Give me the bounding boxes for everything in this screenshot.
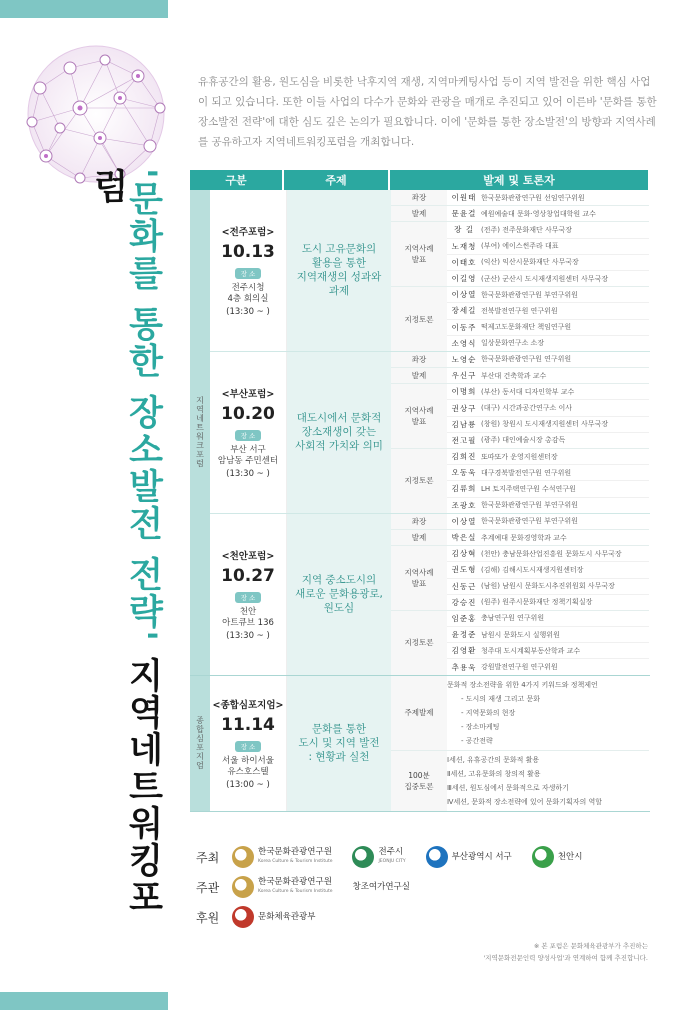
forum-place: 서울 하이서울 유스호스텔 bbox=[222, 755, 274, 777]
forum-date: 10.27 bbox=[221, 565, 275, 586]
speaker-row bbox=[447, 239, 649, 255]
speaker-affiliation: 한국문화관광연구원 부연구위원 bbox=[481, 290, 578, 299]
speaker-name: 김상혁 bbox=[451, 549, 477, 559]
speaker-group bbox=[391, 514, 649, 530]
speaker-name: 윤정준 bbox=[451, 630, 477, 640]
speaker-row bbox=[447, 595, 649, 610]
speaker-affiliation: 강원발전연구원 연구위원 bbox=[481, 663, 558, 672]
speaker-name: 이태호 bbox=[451, 257, 477, 267]
symposium-group bbox=[391, 676, 649, 751]
speaker-affiliation: 대구경북발전연구원 연구위원 bbox=[481, 468, 572, 477]
speaker-group bbox=[391, 352, 649, 368]
logo-mark-icon bbox=[232, 876, 254, 898]
section-label: 지역네트워크포럼 bbox=[190, 190, 210, 675]
speaker-row bbox=[447, 579, 649, 595]
speaker-rows bbox=[447, 611, 649, 675]
table-section bbox=[190, 190, 650, 676]
forum-place: 천안 아트큐브 136 bbox=[222, 606, 274, 628]
speaker-name: 김영환 bbox=[451, 646, 477, 656]
logo-text bbox=[378, 847, 405, 867]
speaker-rows bbox=[447, 206, 649, 221]
forum-time: (13:00 ~ ) bbox=[226, 779, 270, 790]
speaker-affiliation: (천안) 충남문화산업진흥원 문화도시 사무국장 bbox=[481, 549, 622, 558]
speaker-row bbox=[447, 222, 649, 238]
speaker-affiliation: (대구) 시간과공간연구소 이사 bbox=[481, 404, 573, 413]
speaker-role: 지역사례 발표 bbox=[391, 546, 447, 610]
speaker-row bbox=[447, 206, 649, 221]
speaker-row bbox=[447, 303, 649, 319]
speaker-group bbox=[391, 384, 649, 449]
logo-name: 부산광역시 서구 bbox=[451, 852, 512, 862]
forum-info bbox=[210, 514, 287, 675]
organizer-row bbox=[196, 902, 656, 932]
organizer-logo bbox=[232, 846, 332, 868]
logo-text bbox=[452, 852, 512, 862]
speaker-name: 이상열 bbox=[451, 290, 477, 300]
speaker-rows bbox=[447, 190, 649, 205]
place-badge: 장 소 bbox=[235, 741, 262, 752]
forum-row bbox=[210, 352, 650, 514]
speaker-name: 강승진 bbox=[451, 597, 477, 607]
forum-name: <종합심포지엄> bbox=[212, 699, 284, 711]
speaker-affiliation: (남원) 남원시 문화도시추진위원회 사무국장 bbox=[481, 582, 615, 591]
speaker-affiliation: 남원시 문화도시 실행위원 bbox=[481, 630, 560, 639]
speaker-name: 이동주 bbox=[451, 322, 477, 332]
speaker-name: 우신구 bbox=[451, 371, 477, 381]
speaker-group bbox=[391, 190, 649, 206]
speaker-affiliation: (부여) 에이스썬주라 대표 bbox=[481, 242, 559, 251]
symposium-line: - 지역문화의 현장 bbox=[461, 708, 516, 717]
speaker-affiliation: (전주) 전주문화재단 사무국장 bbox=[481, 225, 573, 234]
speaker-group bbox=[391, 368, 649, 384]
speaker-group bbox=[391, 222, 649, 287]
logo-subtitle: JEONJU CITY bbox=[378, 859, 406, 864]
forum-topic: 대도시에서 문화적 장소재생이 갖는 사회적 가치와 의미 bbox=[287, 352, 391, 513]
speaker-name: 임준홍 bbox=[451, 613, 477, 623]
speaker-affiliation: 한국문화관광연구원 연구위원 bbox=[481, 355, 572, 364]
speaker-role: 좌장 bbox=[391, 352, 447, 367]
forum-speakers bbox=[391, 676, 649, 811]
forum-place: 전주시청 4층 회의실 bbox=[227, 282, 269, 304]
symposium-line: Ⅲ세션, 원도심에서 문화적으로 자생하기 bbox=[447, 783, 569, 792]
logo-mark-icon bbox=[232, 846, 254, 868]
logo-mark-icon bbox=[426, 846, 448, 868]
forum-info bbox=[210, 676, 287, 811]
speaker-row bbox=[447, 400, 649, 416]
logo-text bbox=[352, 882, 409, 892]
forum-row bbox=[210, 514, 650, 675]
speaker-name: 장 길 bbox=[454, 225, 474, 235]
forum-date: 10.13 bbox=[221, 241, 275, 262]
speaker-group bbox=[391, 287, 649, 351]
page-title bbox=[40, 168, 163, 948]
speaker-name: 김남룡 bbox=[451, 419, 477, 429]
speaker-affiliation: 예원예술대 문화·영상창업대학원 교수 bbox=[481, 209, 596, 218]
speaker-group bbox=[391, 449, 649, 513]
speaker-name: 이길영 bbox=[451, 274, 477, 284]
speaker-rows bbox=[447, 368, 649, 383]
speaker-row bbox=[447, 287, 649, 303]
header-speakers: 발제 및 토론자 bbox=[390, 170, 648, 190]
speaker-affiliation: 전북발전연구원 연구위원 bbox=[481, 306, 558, 315]
logo-text bbox=[258, 877, 332, 897]
logo-name: 천안시 bbox=[557, 852, 583, 862]
title-accent: '문화를 통한 장소발전 전략' bbox=[123, 168, 163, 643]
speaker-row bbox=[447, 481, 649, 497]
speaker-affiliation: 또따또가 운영지원센터장 bbox=[481, 452, 558, 461]
place-badge: 장 소 bbox=[235, 268, 262, 279]
speaker-affiliation: (광주) 대인예술시장 총감독 bbox=[481, 436, 566, 445]
schedule-table bbox=[190, 170, 650, 812]
speaker-row bbox=[447, 546, 649, 562]
speaker-row bbox=[447, 271, 649, 286]
speaker-name: 문윤걸 bbox=[451, 209, 477, 219]
speaker-name: 소영식 bbox=[451, 338, 477, 348]
speaker-row bbox=[447, 643, 649, 659]
organizer-logo bbox=[532, 846, 583, 868]
symposium-line: Ⅳ세션, 문화적 장소전략에 있어 문화기획자의 역할 bbox=[447, 797, 603, 806]
forum-row bbox=[210, 676, 650, 811]
forum-date: 11.14 bbox=[221, 714, 275, 735]
speaker-affiliation: 일상문화연구소 소장 bbox=[481, 339, 545, 348]
footnote: ※ 본 포럼은 문화체육관광부가 추진하는 '지역문화전문인력 양성사업'과 연계하여 함께 추진합니다. bbox=[483, 942, 648, 962]
bottom-accent-bar bbox=[0, 992, 168, 1010]
speaker-rows bbox=[447, 352, 649, 367]
speaker-name: 권도형 bbox=[451, 565, 477, 575]
speaker-role: 발제 bbox=[391, 530, 447, 545]
place-badge: 장 소 bbox=[235, 592, 262, 603]
organizer-logo bbox=[232, 876, 332, 898]
forum-speakers bbox=[391, 352, 649, 513]
speaker-affiliation: 한국문화관광연구원 선임연구위원 bbox=[481, 193, 585, 202]
forum-place: 부산 서구 암남동 주민센터 bbox=[217, 444, 279, 466]
speaker-affiliation: (부산) 동서대 디자인학부 교수 bbox=[481, 387, 575, 396]
speaker-row bbox=[447, 190, 649, 205]
speaker-name: 김희진 bbox=[451, 452, 477, 462]
header-category: 구분 bbox=[190, 170, 282, 190]
speaker-role: 좌장 bbox=[391, 190, 447, 205]
speaker-role: 발제 bbox=[391, 368, 447, 383]
speaker-affiliation: 한국문화관광연구원 부연구위원 bbox=[481, 501, 578, 510]
speaker-row bbox=[447, 627, 649, 643]
organizer-logo bbox=[352, 882, 409, 892]
speaker-rows bbox=[447, 222, 649, 286]
speaker-rows bbox=[447, 530, 649, 545]
symposium-lines bbox=[447, 676, 649, 750]
table-section bbox=[190, 676, 650, 812]
forum-topic: 지역 중소도시의 새로운 문화용광로, 원도심 bbox=[287, 514, 391, 675]
table-header bbox=[190, 170, 650, 190]
speaker-row bbox=[447, 449, 649, 465]
speaker-role: 좌장 bbox=[391, 514, 447, 529]
speaker-role: 지역사례 발표 bbox=[391, 222, 447, 286]
speaker-affiliation: LH 토지주택연구원 수석연구원 bbox=[481, 484, 576, 493]
speaker-name: 김류희 bbox=[451, 484, 477, 494]
speaker-affiliation: (창원) 창원시 도시재생지원센터 사무국장 bbox=[481, 420, 609, 429]
speaker-row bbox=[447, 384, 649, 400]
organizers bbox=[196, 842, 656, 932]
symposium-line: Ⅰ세션, 유휴공간의 문화적 활용 bbox=[447, 755, 540, 764]
forum-time: (13:30 ~ ) bbox=[226, 630, 270, 641]
speaker-affiliation: (원주) 원주시문화재단 정책기획실장 bbox=[481, 598, 593, 607]
logo-name: 문화체육관광부 bbox=[258, 912, 316, 922]
symposium-line: Ⅱ세션, 고유문화의 창의적 활용 bbox=[447, 769, 541, 778]
logo-mark-icon bbox=[232, 906, 254, 928]
speaker-row bbox=[447, 368, 649, 383]
forum-time: (13:30 ~ ) bbox=[226, 306, 270, 317]
forum-topic: 도시 고유문화의 활용을 통한 지역재생의 성과와 과제 bbox=[287, 190, 391, 351]
symposium-line: - 도시의 재생 그리고 문화 bbox=[461, 694, 541, 703]
speaker-name: 이명희 bbox=[451, 387, 477, 397]
speaker-rows bbox=[447, 546, 649, 610]
forum-list bbox=[210, 190, 650, 675]
logo-name: 한국문화관광연구원 bbox=[258, 847, 332, 857]
speaker-name: 조광호 bbox=[451, 500, 477, 510]
speaker-row bbox=[447, 465, 649, 481]
speaker-role: 지정토론 bbox=[391, 449, 447, 513]
speaker-name: 권상구 bbox=[451, 403, 477, 413]
organizer-role-label: 후원 bbox=[196, 910, 220, 925]
speaker-rows bbox=[447, 449, 649, 513]
speaker-affiliation: 추계예대 문화경영학과 교수 bbox=[481, 533, 567, 542]
organizer-row bbox=[196, 842, 656, 872]
organizer-role-label: 주최 bbox=[196, 850, 220, 865]
forum-date: 10.20 bbox=[221, 403, 275, 424]
top-accent-bar bbox=[0, 0, 168, 18]
logo-subtitle: Korea Culture & Tourism Institute bbox=[258, 889, 333, 894]
speaker-affiliation: 청주대 도시계획부동산학과 교수 bbox=[481, 646, 581, 655]
speaker-rows bbox=[447, 384, 649, 448]
speaker-name: 전고필 bbox=[451, 435, 477, 445]
speaker-group bbox=[391, 611, 649, 675]
forum-name: <천안포럼> bbox=[221, 550, 275, 562]
organizer-role-label: 주관 bbox=[196, 880, 220, 895]
speaker-row bbox=[447, 417, 649, 433]
speaker-affiliation: 한국문화관광연구원 부연구위원 bbox=[481, 517, 578, 526]
speaker-row bbox=[447, 433, 649, 448]
speaker-row bbox=[447, 352, 649, 367]
forum-info bbox=[210, 190, 287, 351]
speaker-role: 지정토론 bbox=[391, 611, 447, 675]
speaker-name: 신동근 bbox=[451, 581, 477, 591]
organizer-logo bbox=[426, 846, 512, 868]
speaker-name: 장세길 bbox=[451, 306, 477, 316]
speaker-name: 노영순 bbox=[451, 354, 477, 364]
header-topic: 주제 bbox=[284, 170, 388, 190]
speaker-row bbox=[447, 255, 649, 271]
speaker-role: 지정토론 bbox=[391, 287, 447, 351]
speaker-name: 이원태 bbox=[451, 193, 477, 203]
logo-mark-icon bbox=[532, 846, 554, 868]
symposium-line: - 공간전략 bbox=[461, 736, 493, 745]
speaker-affiliation: (김해) 김해시도시재생지원센터장 bbox=[481, 565, 584, 574]
symposium-line: 문화적 장소전략을 위한 4가지 키워드와 정책제언 bbox=[447, 680, 598, 689]
forum-time: (13:30 ~ ) bbox=[226, 468, 270, 479]
logo-subtitle: Korea Culture & Tourism Institute bbox=[258, 859, 333, 864]
speaker-role: 지역사례 발표 bbox=[391, 384, 447, 448]
speaker-row bbox=[447, 320, 649, 336]
speaker-rows bbox=[447, 287, 649, 351]
speaker-row bbox=[447, 498, 649, 513]
organizer-logo bbox=[352, 846, 405, 868]
speaker-row bbox=[447, 611, 649, 627]
logo-name: 창조여가연구실 bbox=[352, 882, 410, 892]
forum-speakers bbox=[391, 514, 649, 675]
forum-name: <전주포럼> bbox=[221, 226, 275, 238]
forum-speakers bbox=[391, 190, 649, 351]
speaker-affiliation: (익산) 익산시문화재단 사무국장 bbox=[481, 258, 579, 267]
speaker-name: 노재청 bbox=[451, 241, 477, 251]
organizer-row bbox=[196, 872, 656, 902]
speaker-affiliation: 떡제고도문화재단 책임연구원 bbox=[481, 323, 572, 332]
symposium-role: 주제발제 bbox=[391, 676, 447, 750]
forum-name: <부산포럼> bbox=[221, 388, 275, 400]
section-label: 종합심포지엄 bbox=[190, 676, 210, 811]
forum-row bbox=[210, 190, 650, 352]
symposium-line: - 장소마케팅 bbox=[461, 722, 500, 731]
speaker-row bbox=[447, 514, 649, 529]
forum-list bbox=[210, 676, 650, 811]
speaker-group bbox=[391, 206, 649, 222]
speaker-affiliation: 부산대 건축학과 교수 bbox=[481, 371, 547, 380]
speaker-name: 박은실 bbox=[451, 533, 477, 543]
speaker-rows bbox=[447, 514, 649, 529]
speaker-group bbox=[391, 546, 649, 611]
speaker-affiliation: (군산) 군산시 도시재생지원센터 사무국장 bbox=[481, 274, 609, 283]
symposium-group bbox=[391, 751, 649, 811]
logo-name: 전주시 bbox=[378, 847, 404, 857]
speaker-name: 추용욱 bbox=[451, 662, 477, 672]
speaker-role: 발제 bbox=[391, 206, 447, 221]
organizer-logo bbox=[232, 906, 315, 928]
speaker-affiliation: 충남연구원 연구위원 bbox=[481, 614, 545, 623]
logo-mark-icon bbox=[352, 846, 374, 868]
symposium-role: 100분 집중토론 bbox=[391, 751, 447, 811]
logo-text bbox=[258, 847, 332, 867]
logo-text bbox=[258, 912, 315, 922]
speaker-row bbox=[447, 659, 649, 674]
title-rest: 지역네트워킹포럼 bbox=[88, 168, 163, 917]
place-badge: 장 소 bbox=[235, 430, 262, 441]
speaker-row bbox=[447, 336, 649, 351]
logo-text bbox=[558, 852, 583, 862]
speaker-row bbox=[447, 562, 649, 578]
forum-topic: 문화를 통한 도시 및 지역 발전 : 현황과 실천 bbox=[287, 676, 391, 811]
speaker-group bbox=[391, 530, 649, 546]
speaker-name: 이상열 bbox=[451, 516, 477, 526]
symposium-lines bbox=[447, 751, 649, 811]
speaker-name: 오동욱 bbox=[451, 468, 477, 478]
intro-paragraph: 유휴공간의 활용, 원도심을 비롯한 낙후지역 재생, 지역마케팅사업 등이 지역 발전을 위한 핵심 사업이 되고 있습니다. 또한 이들 사업의 다수가 문화와 관광을 매개로 추진되고 있어 이른바 '문화를 통한 장소발전 전략'에 대한 심도 깊은 논의가 필요합니다. 이에 '문화를 통한 장소발전'의 방향과 지역사례를 공유하고자 지역네트워킹포럼을 개최합니다. bbox=[198, 76, 657, 148]
logo-name: 한국문화관광연구원 bbox=[258, 877, 332, 887]
speaker-row bbox=[447, 530, 649, 545]
forum-info bbox=[210, 352, 287, 513]
